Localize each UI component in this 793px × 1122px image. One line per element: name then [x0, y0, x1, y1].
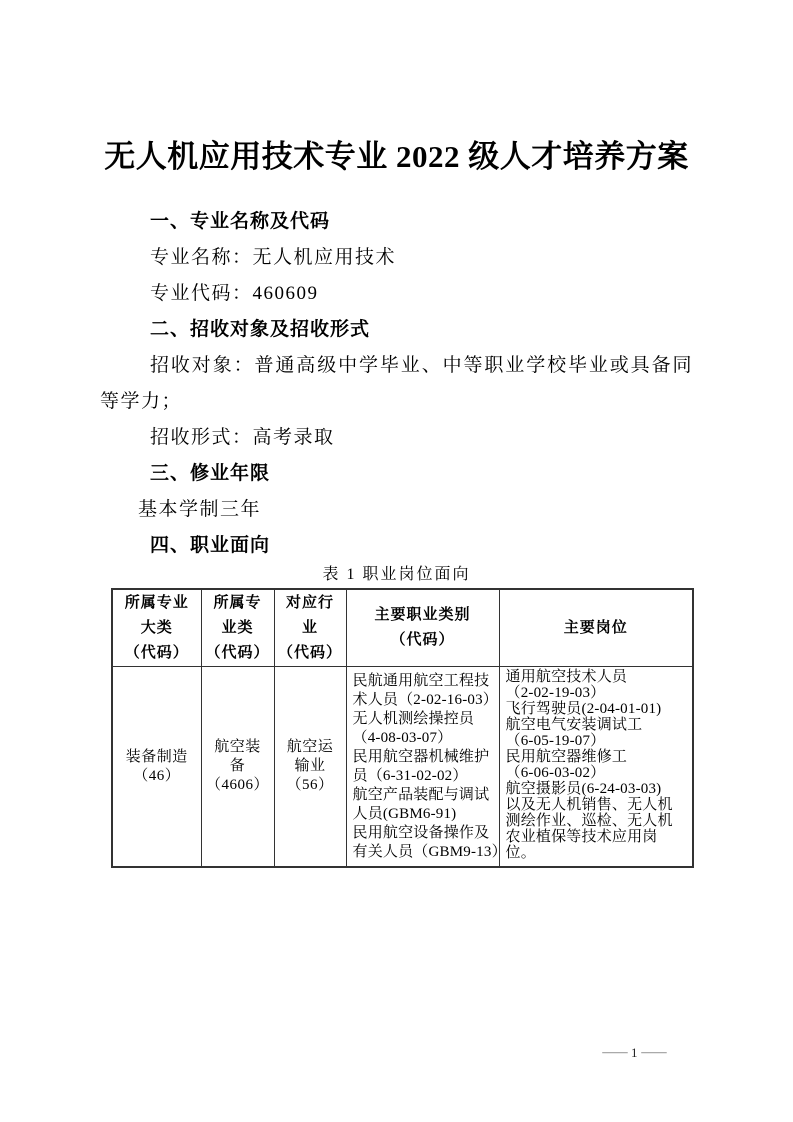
header-industry [274, 589, 346, 667]
footer-dash-left: — [602, 1045, 628, 1060]
header-main-positions-text: 主要岗位 [563, 619, 628, 636]
page-number: 1 [631, 1045, 638, 1060]
paragraph-admission-form: 招收形式：高考录取 [150, 427, 335, 448]
cell-major-class-text: 航空装 备 （4606） [205, 739, 269, 793]
document-title: 无人机应用技术专业 2022 级人才培养方案 [104, 139, 689, 174]
footer-dash-right: — [640, 1045, 667, 1060]
cell-major-category-text: 装备制造 （46） [125, 748, 188, 784]
paragraph-major-name: 专业名称：无人机应用技术 [150, 247, 397, 268]
cell-main-positions-text: 通用航空技术人员 （2-02-19-03） 飞行驾驶员(2-04-01-01) 航空电气安装调试工 （6-05-19-07） 民用航空器维修工 （6-06-03-02） 航空摄影员(6-24-03-03) 以及无人机销售、无人机 测绘作业、巡检、无人机 农业植保等技术应用岗 位。 [505, 669, 673, 861]
paragraph-schooling-years: 基本学制三年 [138, 499, 262, 520]
cell-major-class [201, 667, 274, 868]
paragraph-admission-target-line1: 招收对象：普通高级中学毕业、中等职业学校毕业或具备同 [150, 355, 693, 376]
cell-occupation-categories [346, 667, 507, 868]
career-orientation-table [111, 588, 694, 868]
header-major-category-text: 所属专业 大类 （代码） [124, 594, 189, 661]
cell-occupation-categories-text: 民航通用航空工程技 术人员（2-02-16-03） 无人机测绘操控员 （4-08-03-07） 民用航空器机械维护 员（6-31-02-02） 航空产品装配与调试 人员(GBM6-91) 民用航空设备操作及 有关人员（GBM9-13） [352, 672, 507, 860]
cell-main-positions [499, 667, 693, 868]
table-row [112, 667, 693, 868]
page-footer [602, 1045, 667, 1060]
header-major-class-text: 所属专 业类 （代码） [205, 594, 270, 661]
cell-industry [274, 667, 346, 868]
section-heading-4: 四、职业面向 [150, 535, 271, 556]
header-main-positions [499, 589, 693, 667]
header-industry-text: 对应行 业 （代码） [277, 594, 342, 661]
table-header-row [112, 589, 693, 667]
paragraph-major-code: 专业代码：460609 [150, 283, 319, 304]
cell-major-category [112, 667, 201, 868]
paragraph-admission-target-line2: 等学力； [100, 391, 183, 412]
section-heading-1: 一、专业名称及代码 [150, 211, 331, 232]
section-heading-2: 二、招收对象及招收形式 [150, 319, 371, 340]
header-major-class [201, 589, 274, 667]
cell-industry-text: 航空运 输业 （56） [286, 739, 334, 793]
section-heading-3: 三、修业年限 [150, 463, 271, 484]
header-major-category [112, 589, 201, 667]
table-caption: 表 1 职业岗位面向 [322, 566, 471, 583]
document-body [100, 204, 693, 564]
header-occupation-categories-text: 主要职业类别 （代码） [374, 607, 471, 648]
header-occupation-categories [346, 589, 499, 667]
